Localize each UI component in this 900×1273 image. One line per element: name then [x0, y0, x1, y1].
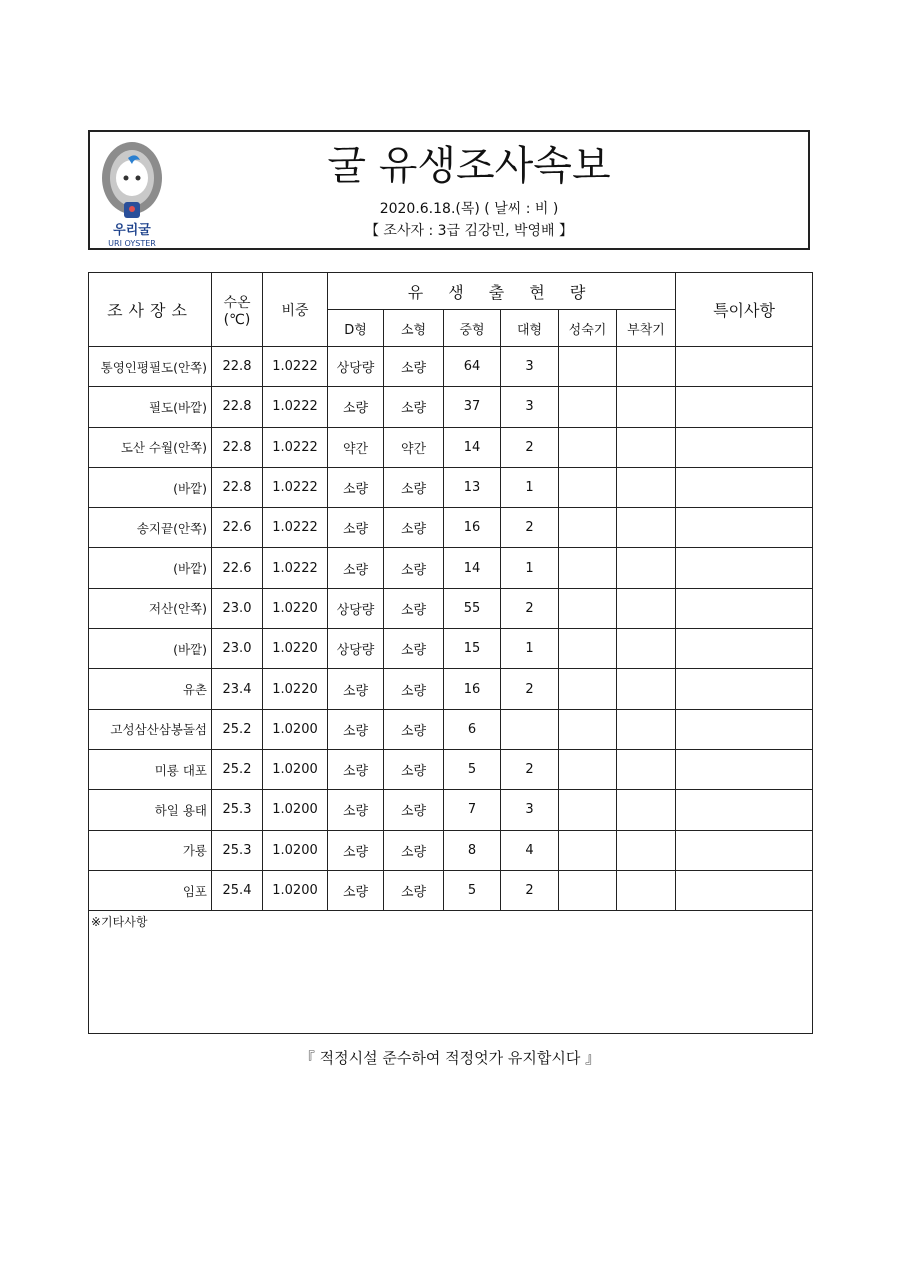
cell-remarks	[676, 467, 813, 507]
table-row	[89, 588, 813, 628]
header-specific-gravity: 비중	[263, 273, 328, 347]
cell-remarks	[676, 830, 813, 870]
cell-remarks	[676, 709, 813, 749]
header-large: 대형	[501, 310, 559, 347]
cell-large: 3	[501, 387, 559, 427]
header-location: 조사장소	[89, 273, 212, 347]
cell-specific-gravity: 1.0220	[263, 669, 328, 709]
cell-large: 3	[501, 347, 559, 387]
footer-slogan: 『 적정시설 준수하여 적정엇가 유지합시다 』	[299, 1049, 601, 1067]
cell-attach	[617, 790, 676, 830]
header-remarks: 특이사항	[676, 273, 813, 347]
cell-small: 소량	[384, 749, 444, 789]
table-row	[89, 790, 813, 830]
cell-attach	[617, 347, 676, 387]
cell-attach	[617, 548, 676, 588]
cell-d-type: 소량	[328, 749, 384, 789]
cell-d-type: 소량	[328, 790, 384, 830]
table-row	[89, 749, 813, 789]
cell-medium: 14	[444, 427, 501, 467]
cell-specific-gravity: 1.0222	[263, 548, 328, 588]
cell-small: 소량	[384, 669, 444, 709]
table-row	[89, 467, 813, 507]
cell-mature	[559, 830, 617, 870]
cell-water-temp: 22.8	[212, 347, 263, 387]
cell-remarks	[676, 387, 813, 427]
cell-medium: 64	[444, 347, 501, 387]
cell-medium: 37	[444, 387, 501, 427]
cell-small: 소량	[384, 347, 444, 387]
cell-remarks	[676, 347, 813, 387]
cell-specific-gravity: 1.0222	[263, 427, 328, 467]
cell-location: 도산 수월(안쪽)	[89, 427, 212, 467]
cell-mature	[559, 427, 617, 467]
cell-mature	[559, 870, 617, 910]
cell-specific-gravity: 1.0222	[263, 387, 328, 427]
cell-attach	[617, 669, 676, 709]
cell-large: 2	[501, 669, 559, 709]
cell-location: 미룡 대포	[89, 749, 212, 789]
cell-small: 소량	[384, 588, 444, 628]
cell-large: 2	[501, 427, 559, 467]
cell-location: 통영인평필도(안쪽)	[89, 347, 212, 387]
cell-small: 소량	[384, 870, 444, 910]
cell-medium: 16	[444, 669, 501, 709]
cell-large: 2	[501, 588, 559, 628]
header-d-type: D형	[328, 310, 384, 347]
cell-remarks	[676, 629, 813, 669]
table-row	[89, 830, 813, 870]
cell-large: 3	[501, 790, 559, 830]
survey-date: 2020.6.18.(목) ( 날씨 : 비 )	[379, 201, 559, 217]
cell-mature	[559, 790, 617, 830]
cell-remarks	[676, 548, 813, 588]
cell-attach	[617, 588, 676, 628]
cell-medium: 8	[444, 830, 501, 870]
header-attach: 부착기	[617, 310, 676, 347]
cell-small: 약간	[384, 427, 444, 467]
cell-specific-gravity: 1.0222	[263, 508, 328, 548]
cell-water-temp: 22.6	[212, 508, 263, 548]
cell-d-type: 소량	[328, 709, 384, 749]
other-remarks: ※기타사항	[89, 911, 813, 1034]
cell-d-type: 상당량	[328, 629, 384, 669]
cell-medium: 16	[444, 508, 501, 548]
header-water-temp-label: 수온	[223, 294, 251, 311]
cell-mature	[559, 467, 617, 507]
cell-water-temp: 25.2	[212, 709, 263, 749]
cell-d-type: 약간	[328, 427, 384, 467]
cell-large: 1	[501, 629, 559, 669]
cell-attach	[617, 508, 676, 548]
table-row	[89, 347, 813, 387]
cell-small: 소량	[384, 467, 444, 507]
table-row	[89, 629, 813, 669]
cell-specific-gravity: 1.0220	[263, 629, 328, 669]
cell-d-type: 소량	[328, 870, 384, 910]
cell-d-type: 소량	[328, 467, 384, 507]
cell-water-temp: 23.0	[212, 588, 263, 628]
header-water-temp-unit: (℃)	[223, 311, 251, 328]
cell-large: 1	[501, 467, 559, 507]
cell-large: 2	[501, 749, 559, 789]
cell-remarks	[676, 870, 813, 910]
cell-d-type: 소량	[328, 508, 384, 548]
cell-small: 소량	[384, 790, 444, 830]
cell-medium: 6	[444, 709, 501, 749]
logo-text: 우리굴	[113, 223, 151, 238]
header-mature: 성숙기	[559, 310, 617, 347]
cell-water-temp: 22.8	[212, 467, 263, 507]
cell-location: (바깥)	[89, 467, 212, 507]
cell-location: 하일 용태	[89, 790, 212, 830]
cell-water-temp: 22.8	[212, 427, 263, 467]
cell-small: 소량	[384, 629, 444, 669]
cell-large	[501, 709, 559, 749]
report-header	[88, 130, 810, 250]
table-row	[89, 669, 813, 709]
header-water-temp	[212, 273, 263, 347]
table-row	[89, 508, 813, 548]
cell-water-temp: 23.0	[212, 629, 263, 669]
cell-small: 소량	[384, 387, 444, 427]
surveyor: 【 조사자 : 3급 김강민, 박영배 】	[364, 223, 573, 239]
cell-mature	[559, 387, 617, 427]
cell-medium: 5	[444, 749, 501, 789]
cell-attach	[617, 830, 676, 870]
cell-remarks	[676, 508, 813, 548]
cell-mature	[559, 709, 617, 749]
table-row	[89, 870, 813, 910]
cell-medium: 55	[444, 588, 501, 628]
cell-water-temp: 22.6	[212, 548, 263, 588]
cell-medium: 15	[444, 629, 501, 669]
cell-mature	[559, 347, 617, 387]
cell-specific-gravity: 1.0222	[263, 347, 328, 387]
cell-location: 송지끝(안쪽)	[89, 508, 212, 548]
table-row	[89, 709, 813, 749]
cell-remarks	[676, 588, 813, 628]
cell-water-temp: 25.3	[212, 790, 263, 830]
cell-remarks	[676, 669, 813, 709]
cell-attach	[617, 427, 676, 467]
cell-location: 고성삼산삼봉돌섬	[89, 709, 212, 749]
cell-mature	[559, 548, 617, 588]
cell-mature	[559, 669, 617, 709]
header-medium: 중형	[444, 310, 501, 347]
cell-attach	[617, 870, 676, 910]
cell-mature	[559, 508, 617, 548]
cell-water-temp: 23.4	[212, 669, 263, 709]
cell-attach	[617, 709, 676, 749]
cell-small: 소량	[384, 508, 444, 548]
cell-d-type: 소량	[328, 830, 384, 870]
cell-specific-gravity: 1.0220	[263, 588, 328, 628]
table-row	[89, 387, 813, 427]
cell-attach	[617, 387, 676, 427]
header-small: 소형	[384, 310, 444, 347]
cell-large: 4	[501, 830, 559, 870]
cell-attach	[617, 467, 676, 507]
cell-medium: 7	[444, 790, 501, 830]
cell-specific-gravity: 1.0222	[263, 467, 328, 507]
cell-medium: 14	[444, 548, 501, 588]
cell-location: 임포	[89, 870, 212, 910]
cell-attach	[617, 749, 676, 789]
cell-medium: 13	[444, 467, 501, 507]
cell-location: (바깥)	[89, 548, 212, 588]
table-row	[89, 548, 813, 588]
cell-d-type: 상당량	[328, 347, 384, 387]
cell-specific-gravity: 1.0200	[263, 870, 328, 910]
cell-large: 2	[501, 508, 559, 548]
cell-d-type: 소량	[328, 387, 384, 427]
cell-water-temp: 22.8	[212, 387, 263, 427]
page-title: 굴 유생조사속보	[327, 143, 611, 189]
cell-medium: 5	[444, 870, 501, 910]
cell-specific-gravity: 1.0200	[263, 790, 328, 830]
cell-remarks	[676, 749, 813, 789]
cell-remarks	[676, 427, 813, 467]
cell-mature	[559, 629, 617, 669]
cell-mature	[559, 588, 617, 628]
cell-d-type: 소량	[328, 669, 384, 709]
cell-remarks	[676, 790, 813, 830]
cell-small: 소량	[384, 548, 444, 588]
cell-water-temp: 25.3	[212, 830, 263, 870]
cell-specific-gravity: 1.0200	[263, 709, 328, 749]
cell-location: 유촌	[89, 669, 212, 709]
table-row	[89, 427, 813, 467]
larvae-survey-table	[88, 272, 813, 1034]
cell-location: 가룡	[89, 830, 212, 870]
cell-specific-gravity: 1.0200	[263, 830, 328, 870]
cell-mature	[559, 749, 617, 789]
cell-large: 2	[501, 870, 559, 910]
cell-specific-gravity: 1.0200	[263, 749, 328, 789]
cell-location: 저산(안쪽)	[89, 588, 212, 628]
cell-large: 1	[501, 548, 559, 588]
cell-water-temp: 25.2	[212, 749, 263, 789]
cell-small: 소량	[384, 830, 444, 870]
cell-attach	[617, 629, 676, 669]
cell-water-temp: 25.4	[212, 870, 263, 910]
cell-d-type: 상당량	[328, 588, 384, 628]
cell-small: 소량	[384, 709, 444, 749]
logo-subtext: URI OYSTER	[108, 239, 156, 248]
cell-location: (바깥)	[89, 629, 212, 669]
header-larvae-group: 유 생 출 현 량	[328, 273, 676, 310]
cell-location: 필도(바깥)	[89, 387, 212, 427]
cell-d-type: 소량	[328, 548, 384, 588]
